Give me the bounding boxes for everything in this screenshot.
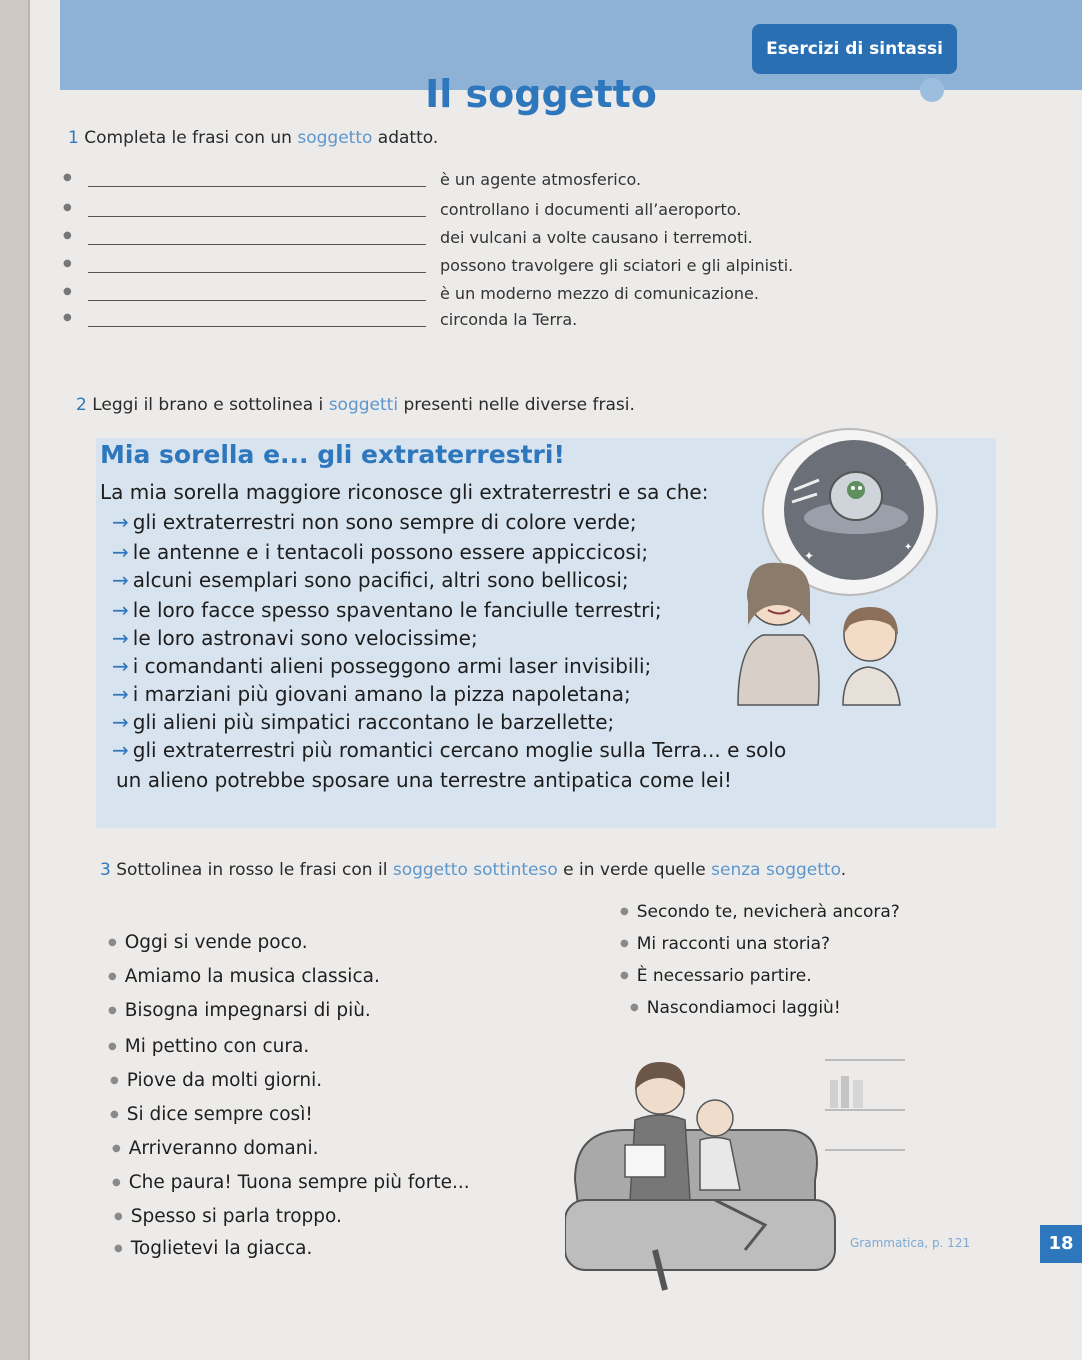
ex2-instruction: 2 Leggi il brano e sottolinea i soggetti presenti nelle diverse frasi. (76, 395, 635, 415)
arrow-icon: → (112, 738, 129, 762)
ex3-sentence[interactable]: ● Nascondiamoci laggiù! (630, 998, 841, 1018)
sisters-illustration (718, 555, 938, 715)
story-line[interactable]: → gli alieni più simpatici raccontano le barzellette; (112, 710, 615, 734)
story-line[interactable]: → le antenne e i tentacoli possono essere appiccicosi; (112, 540, 649, 564)
arrow-icon: → (112, 710, 129, 734)
story-line[interactable]: → gli extraterrestri non sono sempre di colore verde; (112, 510, 637, 534)
arrow-icon: → (112, 654, 129, 678)
ex3-sentence[interactable]: ● Arriveranno domani. (112, 1138, 319, 1159)
arrow-icon: → (112, 568, 129, 592)
ex3-sentence[interactable]: ● Amiamo la musica classica. (108, 966, 380, 987)
ex2-number: 2 (76, 395, 87, 415)
story-closing[interactable]: un alieno potrebbe sposare una terrestre antipatica come lei! (116, 768, 732, 792)
arrow-icon: → (112, 682, 129, 706)
arrow-icon: → (112, 510, 129, 534)
ex3-sentence[interactable]: ● Toglietevi la giacca. (114, 1238, 313, 1259)
ex3-instruction: 3 Sottolinea in rosso le frasi con il soggetto sottinteso e in verde quelle senza soggetto. (100, 860, 847, 880)
answer-blank[interactable] (88, 300, 426, 301)
svg-text:✦: ✦ (804, 549, 815, 563)
ex1-item[interactable]: ● è un moderno mezzo di comunicazione. (63, 284, 759, 303)
ex3-sentence[interactable]: ● Secondo te, nevicherà ancora? (620, 902, 900, 922)
ex1-item[interactable]: ● è un agente atmosferico. (63, 170, 642, 189)
svg-text:✦: ✦ (904, 458, 916, 474)
story-line[interactable]: → le loro facce spesso spaventano le fanciulle terrestri; (112, 598, 662, 622)
ex3-number: 3 (100, 860, 111, 880)
section-tag: Esercizi di sintassi (752, 24, 957, 74)
svg-text:✦: ✦ (904, 542, 913, 553)
ex3-sentence[interactable]: ● Piove da molti giorni. (110, 1070, 323, 1091)
ex3-sentence[interactable]: ● Si dice sempre così! (110, 1104, 313, 1125)
ex3-sentence[interactable]: ● Che paura! Tuona sempre più forte... (112, 1172, 470, 1193)
arrow-icon: → (112, 540, 129, 564)
grammar-reference: Grammatica, p. 121 (850, 1236, 971, 1250)
ex1-item[interactable]: ● possono travolgere gli sciatori e gli alpinisti. (63, 256, 794, 275)
answer-blank[interactable] (88, 186, 426, 187)
ex3-sentence[interactable]: ● Oggi si vende poco. (108, 932, 308, 953)
story-line[interactable]: → le loro astronavi sono velocissime; (112, 626, 478, 650)
answer-blank[interactable] (88, 326, 426, 327)
story-line[interactable]: → i marziani più giovani amano la pizza napoletana; (112, 682, 631, 706)
story-line[interactable]: → alcuni esemplari sono pacifici, altri sono bellicosi; (112, 568, 629, 592)
ex1-item[interactable]: ● dei vulcani a volte causano i terremoti. (63, 228, 753, 247)
ex3-sentence[interactable]: ● Spesso si parla troppo. (114, 1206, 342, 1227)
story-line[interactable]: → gli extraterrestri più romantici cercano moglie sulla Terra... e solo (112, 738, 787, 762)
ex1-instruction: 1 Completa le frasi con un soggetto adatto. (68, 128, 439, 148)
story-line[interactable]: → i comandanti alieni posseggono armi laser invisibili; (112, 654, 652, 678)
ex1-item[interactable]: ● controllano i documenti all’aeroporto. (63, 200, 742, 219)
ex3-sentence[interactable]: ● Mi racconti una storia? (620, 934, 831, 954)
ex3-sentence[interactable]: ● Bisogna impegnarsi di più. (108, 1000, 371, 1021)
ex1-item[interactable]: ● circonda la Terra. (63, 310, 578, 329)
arrow-icon: → (112, 626, 129, 650)
ex3-sentence[interactable]: ● Mi pettino con cura. (108, 1036, 310, 1057)
page-title: Il soggetto (425, 72, 657, 116)
page-number: 18 (1040, 1225, 1082, 1263)
answer-blank[interactable] (88, 244, 426, 245)
answer-blank[interactable] (88, 272, 426, 273)
story-intro[interactable]: La mia sorella maggiore riconosce gli extraterrestri e sa che: (100, 480, 709, 504)
ex3-sentence[interactable]: ● È necessario partire. (620, 966, 812, 986)
answer-blank[interactable] (88, 216, 426, 217)
ex1-number: 1 (68, 128, 79, 148)
arrow-icon: → (112, 598, 129, 622)
story-title: Mia sorella e... gli extraterrestri! (100, 440, 565, 469)
family-reading-illustration (565, 1050, 915, 1300)
